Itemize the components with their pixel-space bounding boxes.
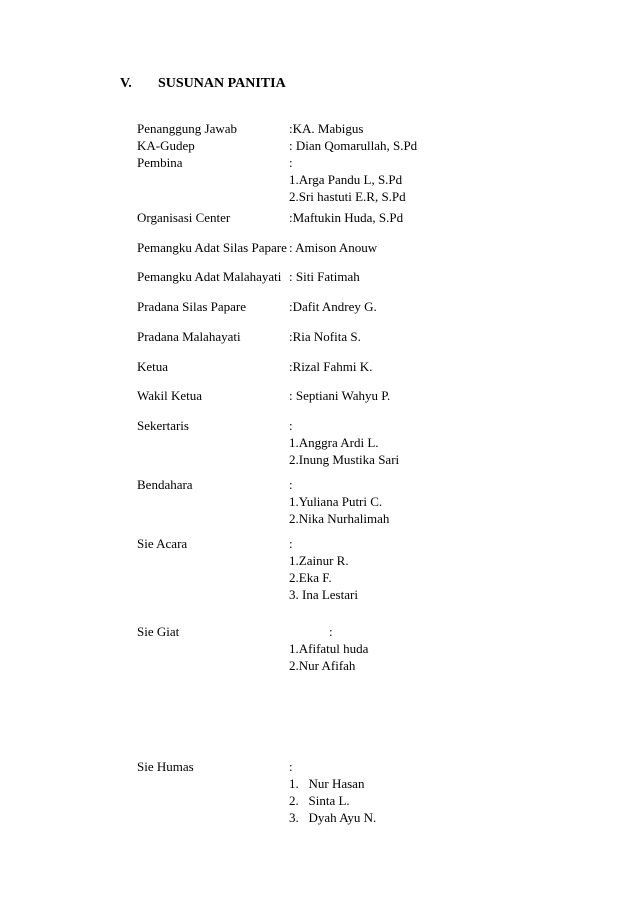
row-label: Bendahara bbox=[137, 477, 193, 492]
value-line: : bbox=[289, 536, 293, 551]
row-value bbox=[289, 120, 363, 137]
row-value bbox=[289, 623, 368, 674]
value-line: : bbox=[329, 624, 333, 639]
row-value bbox=[289, 239, 377, 256]
value-line: 1.Zainur R. bbox=[289, 553, 349, 568]
value-line: : Siti Fatimah bbox=[289, 269, 360, 284]
row-label: Sie Humas bbox=[137, 759, 194, 774]
value-line: 2.Nika Nurhalimah bbox=[289, 511, 390, 526]
value-line: 1.Anggra Ardi L. bbox=[289, 435, 379, 450]
row-label: Pradana Silas Papare bbox=[137, 299, 247, 314]
row-value bbox=[289, 154, 406, 205]
row-value bbox=[289, 417, 399, 468]
row-value bbox=[289, 328, 361, 345]
value-line: 2. Sinta L. bbox=[289, 793, 350, 808]
value-line: : bbox=[289, 759, 293, 774]
row-value bbox=[289, 387, 390, 404]
value-line: :Ria Nofita S. bbox=[289, 329, 361, 344]
row-label: Pembina bbox=[137, 155, 183, 170]
row-label: Pradana Malahayati bbox=[137, 329, 241, 344]
row-label: Sekertaris bbox=[137, 418, 189, 433]
row-value bbox=[289, 535, 358, 603]
value-line: : bbox=[289, 418, 293, 433]
value-line: 2.Eka F. bbox=[289, 570, 332, 585]
value-line: 1.Yuliana Putri C. bbox=[289, 494, 383, 509]
section-heading bbox=[120, 76, 286, 92]
row-label: Sie Giat bbox=[137, 624, 180, 639]
row-label: Pemangku Adat Silas Papare bbox=[137, 240, 287, 255]
row-value bbox=[289, 476, 389, 527]
value-line: 1.Arga Pandu L, S.Pd bbox=[289, 172, 403, 187]
section-number: V. bbox=[120, 76, 132, 91]
value-line: : Amison Anouw bbox=[289, 240, 378, 255]
value-line: 2.Sri hastuti E.R, S.Pd bbox=[289, 189, 406, 204]
row-value bbox=[289, 298, 377, 315]
row-label: Pemangku Adat Malahayati bbox=[137, 269, 282, 284]
value-line: 2.Inung Mustika Sari bbox=[289, 452, 400, 467]
row-value bbox=[289, 358, 372, 375]
value-line: : Septiani Wahyu P. bbox=[289, 388, 391, 403]
section-title: SUSUNAN PANITIA bbox=[158, 76, 286, 91]
row-value bbox=[289, 209, 403, 226]
row-label: Organisasi Center bbox=[137, 210, 231, 225]
row-value bbox=[289, 137, 417, 154]
value-line: 1. Nur Hasan bbox=[289, 776, 365, 791]
row-label: KA-Gudep bbox=[137, 138, 195, 153]
value-line: 3. Dyah Ayu N. bbox=[289, 810, 377, 825]
row-value bbox=[289, 268, 360, 285]
value-line: 2.Nur Afifah bbox=[289, 658, 356, 673]
row-label: Sie Acara bbox=[137, 536, 188, 551]
value-line: :KA. Mabigus bbox=[289, 121, 364, 136]
row-value bbox=[289, 758, 376, 826]
value-line: : Dian Qomarullah, S.Pd bbox=[289, 138, 418, 153]
value-line: : bbox=[289, 155, 293, 170]
value-line: : bbox=[289, 477, 293, 492]
value-line: :Maftukin Huda, S.Pd bbox=[289, 210, 404, 225]
value-line: 1.Afifatul huda bbox=[289, 641, 369, 656]
row-label: Wakil Ketua bbox=[137, 388, 203, 403]
value-line: 3. Ina Lestari bbox=[289, 587, 358, 602]
value-line: :Dafit Andrey G. bbox=[289, 299, 377, 314]
value-line: :Rizal Fahmi K. bbox=[289, 359, 373, 374]
row-label: Ketua bbox=[137, 359, 169, 374]
row-label: Penanggung Jawab bbox=[137, 121, 238, 136]
